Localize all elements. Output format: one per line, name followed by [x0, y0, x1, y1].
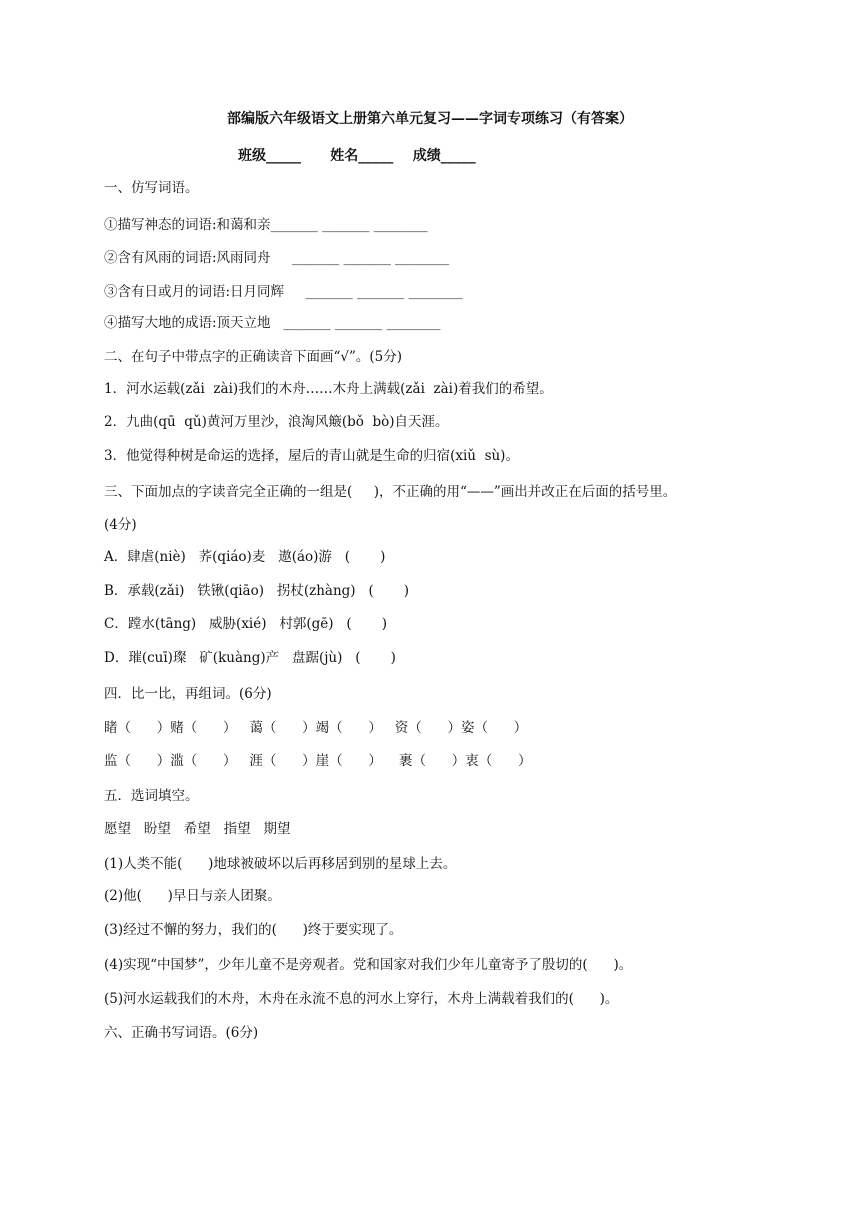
exercise-line: 监（ ）滥（ ） 涯（ ）崖（ ） 裹（ ）衷（ ） — [104, 753, 532, 769]
exercise-line: (2)他( )早日与亲人团聚。 — [104, 888, 281, 904]
option-c: C．蹚水(tāng) 威胁(xié) 村郭(gē) ( ) — [104, 616, 387, 632]
option-a: A．肆虐(niè) 荞(qiáo)麦 遨(áo)游 ( ) — [104, 549, 386, 565]
option-d: D．璀(cuī)璨 矿(kuàng)产 盘踞(jù) ( ) — [104, 650, 396, 666]
exercise-line: ②含有风雨的词语:风雨同舟 _______ _______ ________ — [104, 250, 450, 266]
exercise-line: 2．九曲(qū qǔ)黄河万里沙，浪淘风簸(bǒ bò)自天涯。 — [104, 414, 449, 430]
word-choices: 愿望 盼望 希望 指望 期望 — [104, 821, 291, 837]
section-6-heading: 六、正确书写词语。(6分) — [104, 1025, 259, 1041]
exercise-line: 睹（ ）赌（ ） 蔼（ ）竭（ ） 资（ ）姿（ ） — [104, 720, 528, 736]
document-title: 部编版六年级语文上册第六单元复习——字词专项练习（有答案） — [227, 111, 633, 127]
option-b: B．承载(zǎi) 铁锹(qiāo) 拐杖(zhàng) ( ) — [104, 583, 410, 599]
section-2-heading: 二、在句子中带点字的正确读音下面画“√”。(5分) — [104, 349, 403, 365]
exercise-line: ③含有日或月的词语:日月同辉 _______ _______ ________ — [104, 284, 463, 300]
exercise-line: ④描写大地的成语:顶天立地 _______ _______ ________ — [104, 315, 441, 331]
student-info-line: 班级_____ 姓名_____ 成绩_____ — [238, 148, 476, 164]
section-4-heading: 四．比一比，再组词。(6分) — [104, 686, 272, 702]
exercise-line: 1．河水运载(zǎi zài)我们的木舟……木舟上满载(zǎi zài)着我们的希望。 — [104, 381, 553, 397]
exercise-line: ①描写神态的词语:和蔼和亲_______ _______ ________ — [104, 217, 428, 233]
section-3-heading: 三、下面加点的字读音完全正确的一组是( )，不正确的用“——”画出并改正在后面的括号里。 — [104, 484, 677, 500]
exercise-line: (4)实现“中国梦”，少年儿童不是旁观者。党和国家对我们少年儿童寄予了殷切的( )。 — [104, 957, 633, 973]
exercise-line: 3．他觉得种树是命运的选择，屋后的青山就是生命的归宿(xiǔ sù)。 — [104, 448, 519, 464]
section-3-points: (4分) — [104, 517, 137, 533]
exercise-line: (1)人类不能( )地球被破坏以后再移居到别的星球上去。 — [104, 856, 457, 872]
exercise-line: (3)经过不懈的努力，我们的( )终于要实现了。 — [104, 922, 403, 938]
exercise-line: (5)河水运载我们的木舟，木舟在永流不息的河水上穿行，木舟上满载着我们的( )。 — [104, 991, 619, 1007]
section-1-heading: 一、仿写词语。 — [104, 180, 199, 196]
section-5-heading: 五．选词填空。 — [104, 788, 199, 804]
